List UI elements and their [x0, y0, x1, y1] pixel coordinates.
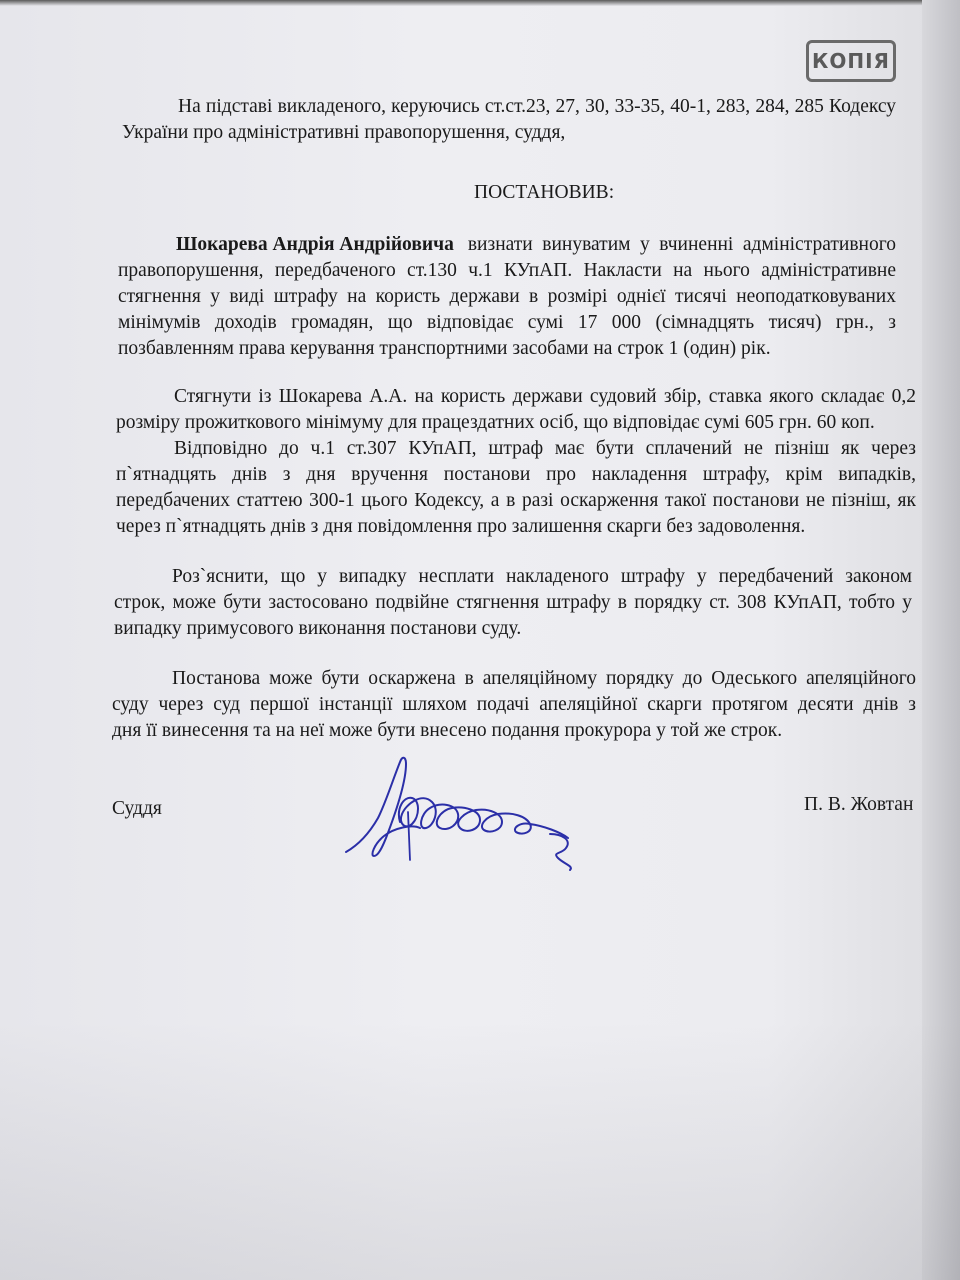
page-bottom-shade [0, 1020, 960, 1280]
p1-line-1-rest: визнати винуватим у вчиненні адміністративного [467, 234, 896, 255]
judge-label: Суддя [112, 798, 162, 819]
p2-line-1: Стягнути із Шокарева А.А. на користь держави судовий збір, ставка якого складає 0,2 [174, 386, 916, 407]
p3-line-2: п`ятнадцять днів з дня вручення постанови про накладення штрафу, крім випадків, [116, 464, 916, 485]
p1-line-1 [176, 232, 896, 258]
p3-line-1: Відповідно до ч.1 ст.307 КУпАП, штраф має бути сплачений не пізніш як через [174, 438, 916, 459]
intro-line-2: України про адміністративні правопорушення, суддя, [122, 122, 566, 143]
p4-line-3: випадку примусового виконання постанови суду. [114, 618, 522, 639]
handwritten-signature [340, 752, 590, 872]
p5-line-3: дня її винесення та на неї може бути внесено подання прокурора у той же строк. [112, 720, 783, 741]
p3-line-4: через п`ятнадцять днів з дня повідомлення про залишення скарги без задоволення. [116, 516, 806, 537]
p1-line-2: правопорушення, передбаченого ст.130 ч.1 КУпАП. Накласти на нього адміністративне [118, 260, 896, 281]
defendant-name: Шокарева Андрія Андрійовича [176, 234, 454, 255]
resolution-heading: ПОСТАНОВИВ: [474, 182, 615, 203]
p2-line-2: розміру прожиткового мінімуму для працездатних осіб, що відповідає сумі 605 грн. 60 коп. [116, 412, 875, 433]
copy-stamp-label: КОПІЯ [812, 49, 890, 73]
p1-line-5: позбавленням права керування транспортними засобами на строк 1 (один) рік. [118, 338, 771, 359]
p5-line-2: суду через суд першої інстанції шляхом подачі апеляційної скарги протягом десяти днів з [112, 694, 916, 715]
copy-stamp [806, 40, 896, 82]
p1-line-4: мінімумів доходів громадян, що відповідає сумі 17 000 (сімнадцять тисяч) грн., з [118, 312, 896, 333]
page-top-edge [0, 0, 960, 6]
judge-name: П. В. Жовтан [804, 794, 914, 815]
intro-line-1: На підставі викладеного, керуючись ст.ст.23, 27, 30, 33-35, 40-1, 283, 284, 285 Кодексу [178, 96, 896, 117]
p4-line-2: строк, може бути застосовано подвійне стягнення штрафу в порядку ст. 308 КУпАП, тобто у [114, 592, 912, 613]
p1-line-3: стягнення у виді штрафу на користь держави в розмірі однієї тисячі неоподатковуваних [118, 286, 896, 307]
p3-line-3: передбачених статтею 300-1 цього Кодексу, а в разі оскарження такої постанови не пізніш, як [116, 490, 916, 511]
p5-line-1: Постанова може бути оскаржена в апеляційному порядку до Одеського апеляційного [172, 668, 916, 689]
p4-line-1: Роз`яснити, що у випадку несплати накладеного штрафу у передбачений законом [172, 566, 912, 587]
